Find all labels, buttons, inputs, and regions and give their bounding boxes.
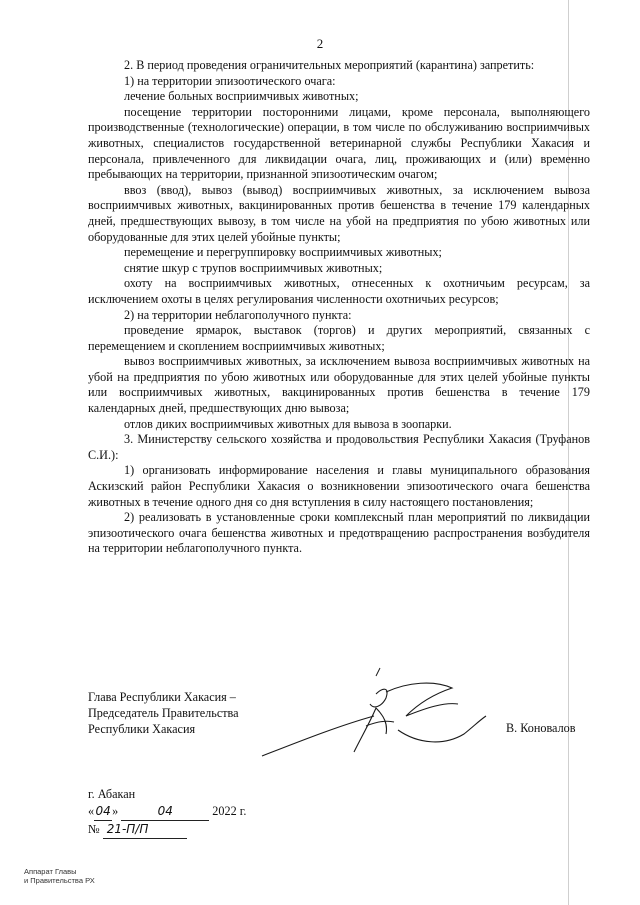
date-day: 04 [94,803,112,821]
paragraph: 3. Министерству сельского хозяйства и продовольствия Республики Хакасия (Труфанов С.И.): [88,432,590,462]
stamp-line: и Правительства РХ [24,876,95,885]
paragraph: посещение территории посторонними лицами, кроме персонала, выполняющего производственные (технологические) операции, в том числе по обслуживанию восприимчивых животных, специалистов государственной ветеринарной службы Республики Хакасия и персонала, привлеченного для ликвидации очага, лиц, проживающих и (или) временно пребывающих на территории, признанной эпизоотическим очагом; [88,104,590,182]
paragraph: ввоз (ввод), вывоз (вывод) восприимчивых животных, за исключением вывоза восприимчивых животных, вакцинированных против бешенства в течение 179 календарных дней, предшествующих вывозу, в том числе на убой на предприятия по убою животных или оборудованные для этих целей убойные пункты; [88,182,590,244]
paragraph: охоту на восприимчивых животных, отнесенных к охотничьим ресурсам, за исключением охоты в целях регулирования численности охотничьих ресурсов; [88,276,590,306]
date-close-quote: » [112,804,119,818]
paragraph: лечение больных восприимчивых животных; [124,89,359,104]
date-open-quote: « [88,804,95,818]
date-month: 04 [121,803,209,821]
paragraph: 2) реализовать в установленные сроки комплексный план мероприятий по ликвидации эпизоотического очага бешенства животных и предотвращению распространения возбудителя на территории неблагополучного пункта. [88,510,590,556]
paragraph: 1) организовать информирование населения и главы муниципального образования Аскизский район Республики Хакасия о возникновении эпизоотического очага бешенства животных в течение одного дня со дня вступления в силу настоящего постановления; [88,463,590,509]
paragraph: снятие шкур с трупов восприимчивых животных; [124,260,383,275]
stamp-line: Аппарат Главы [24,867,77,876]
place-and-date [88,786,246,839]
document-date [88,803,246,821]
page-number: 2 [316,36,324,51]
signatory-title [88,689,239,737]
office-stamp [24,867,95,885]
handwritten-signature [258,664,488,764]
date-year: 2022 г. [212,804,247,818]
paragraph: 2. В период проведения ограничительных мероприятий (карантина) запретить: [124,58,535,72]
place: г. Абакан [88,787,136,801]
paragraph: 1) на территории эпизоотического очага: [124,73,336,88]
signatory-title-line: Республики Хакасия [88,722,196,736]
paragraph: вывоз восприимчивых животных, за исключением вывоза восприимчивых животных на убой на предприятия по убою животных или оборудованные для этих целей убойные пункты или восприимчивых животных, вакцинированных против бешенства в течение 179 календарных дней, предшествующих дню вывоза; [88,354,590,416]
paragraph: отлов диких восприимчивых животных для вывоза в зоопарки. [124,416,452,431]
document-body [88,58,590,557]
paragraph: 2) на территории неблагополучного пункта: [124,307,352,322]
signatory-title-line: Глава Республики Хакасия – [88,690,236,704]
number-value: 21-П/П [103,821,187,839]
number-prefix: № [88,822,100,836]
signatory-name: В. Коновалов [506,721,576,735]
paragraph: проведение ярмарок, выставок (торгов) и других мероприятий, связанных с перемещением и скоплением восприимчивых животных; [88,323,590,353]
signatory-title-line: Председатель Правительства [88,706,239,720]
paragraph: перемещение и перегруппировку восприимчивых животных; [124,245,442,260]
document-number [88,821,246,839]
